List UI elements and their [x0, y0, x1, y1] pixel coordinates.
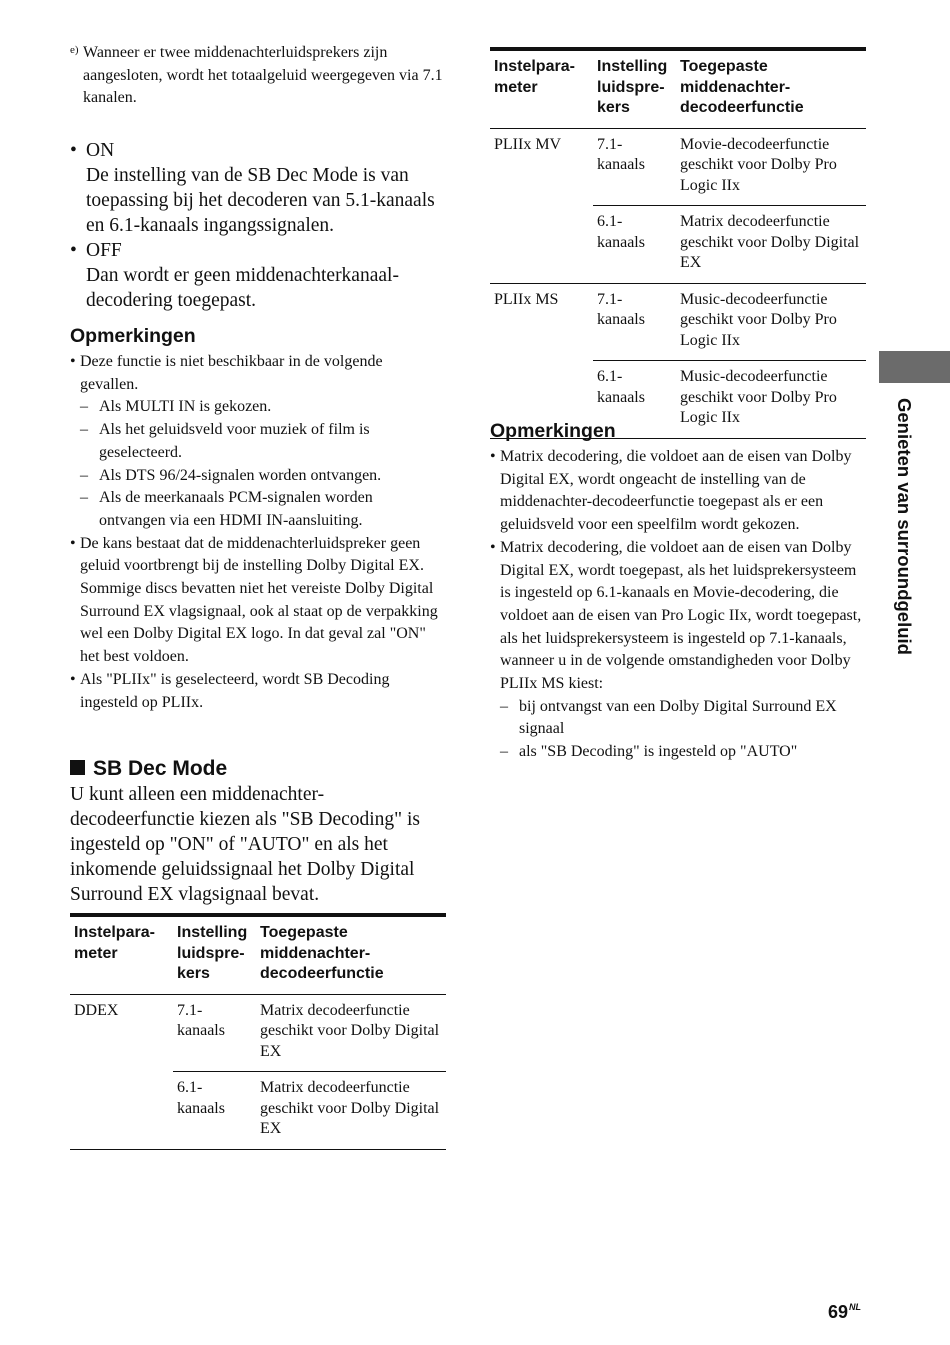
footnote-text: Wanneer er twee middenachterluidsprekers zijn aangesloten, wordt het totaalgeluid weergegeven via 7.1 kanalen.	[83, 44, 443, 106]
section-body: U kunt alleen een middenachter-decodeerfunctie kiezen als "SB Decoding" is ingesteld op "ON" of "AUTO" en als het inkomende geluidssignaal het Dolby Digital Surround EX vlagsignaal bevat.	[70, 784, 421, 905]
note-sub-item: – als "SB Decoding" is ingesteld op "AUTO"	[490, 741, 866, 764]
note-sub-item: – Als DTS 96/24-signalen worden ontvangen.	[70, 465, 442, 488]
table-cell-speakers: 6.1- kanaals	[173, 1072, 256, 1150]
note-sub-item: – Als de meerkanaals PCM-signalen worden ontvangen via een HDMI IN-aansluiting.	[70, 487, 442, 532]
side-tab-label: Genieten van surroundgeluid	[894, 398, 915, 655]
section-title: SB Dec Mode	[93, 757, 228, 780]
table-cell-function: Matrix decodeerfunctie geschikt voor Dolby Digital EX	[676, 206, 866, 284]
sb-dec-mode-table	[70, 913, 446, 1150]
table-row	[490, 128, 866, 206]
table-cell-function: Movie-decodeerfunctie geschikt voor Dolby Pro Logic IIx	[676, 128, 866, 206]
page-number-value: 69	[828, 1302, 849, 1322]
page-number-suffix: NL	[849, 1302, 862, 1312]
note-item: • Deze functie is niet beschikbaar in de volgende gevallen.	[70, 351, 442, 396]
table-row	[70, 994, 446, 1072]
note-sub-item: – bij ontvangst van een Dolby Digital Surround EX signaal	[490, 696, 866, 741]
table-header-cell: Instelling luidspre- kers	[173, 915, 256, 994]
notes-list	[70, 351, 442, 714]
option-on-label: • ON	[70, 138, 446, 163]
table-cell-speakers: 7.1- kanaals	[593, 283, 676, 361]
table-header-cell: Toegepaste middenachter- decodeerfunctie	[256, 915, 446, 994]
table-cell-function: Music-decodeerfunctie geschikt voor Dolby Pro Logic IIx	[676, 361, 866, 439]
table-cell-function: Matrix decodeerfunctie geschikt voor Dolby Digital EX	[256, 994, 446, 1072]
table-cell-function: Music-decodeerfunctie geschikt voor Dolby Pro Logic IIx	[676, 283, 866, 361]
table-row	[490, 283, 866, 361]
option-list	[70, 138, 446, 313]
notes-heading: Opmerkingen	[490, 420, 616, 442]
table-cell-function: Matrix decodeerfunctie geschikt voor Dolby Digital EX	[256, 1072, 446, 1150]
section-heading	[70, 757, 227, 781]
table-header-cell: Instelling luidspre- kers	[593, 49, 676, 128]
note-sub-item: – Als MULTI IN is gekozen.	[70, 396, 442, 419]
note-item: • Matrix decodering, die voldoet aan de eisen van Dolby Digital EX, wordt ongeacht de instelling van de middenachter-decodeerfunctie toegepast als er een geluidsveld voor een speelfilm wordt gekozen.	[490, 446, 866, 537]
option-off-desc: Dan wordt er geen middenachterkanaal-decodering toegepast.	[86, 265, 399, 311]
footnote	[70, 42, 446, 110]
option-off-label: • OFF	[70, 238, 446, 263]
option-on-desc: De instelling van de SB Dec Mode is van toepassing bij het decoderen van 5.1-kanaals en 6.1-kanaals ingangssignalen.	[86, 165, 435, 236]
table-cell-param: PLIIx MS	[494, 290, 559, 308]
note-item: • Als "PLIIx" is geselecteerd, wordt SB Decoding ingesteld op PLIIx.	[70, 669, 442, 714]
side-tab-marker	[879, 351, 950, 383]
table-cell-param	[70, 1072, 173, 1150]
table-cell-speakers: 6.1- kanaals	[593, 361, 676, 439]
table-header-cell: Instelpara- meter	[490, 49, 593, 128]
table-header-cell: Toegepaste middenachter- decodeerfunctie	[676, 49, 866, 128]
note-item: • Matrix decodering, die voldoet aan de eisen van Dolby Digital EX, wordt toegepast, als het luidsprekersysteem is ingesteld op 6.1-kanaals en Movie-decodering, die voldoet aan de eisen van Pro Logic IIx, wordt toegepast, als het luidsprekersysteem is ingesteld op 7.1-kanaals, wanneer u in de volgende omstandigheden voor Dolby PLIIx MS kiest:	[490, 537, 866, 696]
table-header-cell: Instelpara- meter	[70, 915, 173, 994]
table-cell-speakers: 6.1- kanaals	[593, 206, 676, 284]
note-sub-item: – Als het geluidsveld voor muziek of film is geselecteerd.	[70, 419, 442, 464]
notes-heading: Opmerkingen	[70, 325, 196, 347]
table-row	[490, 206, 866, 284]
table-cell-speakers: 7.1- kanaals	[593, 128, 676, 206]
table-cell-param	[490, 206, 593, 284]
table-cell-param: DDEX	[74, 1001, 119, 1019]
decoder-table	[490, 47, 866, 439]
table-cell-speakers: 7.1- kanaals	[173, 994, 256, 1072]
square-bullet-icon	[70, 760, 85, 775]
footnote-mark: e)	[70, 44, 79, 56]
page-number	[828, 1302, 861, 1323]
note-item: • De kans bestaat dat de middenachterluidspreker geen geluid voortbrengt bij de instelling Dolby Digital EX. Sommige discs bevatten niet het vereiste Dolby Digital Surround EX vlagsignaal, ook al staat op de verpakking wel een Dolby Digital EX logo. In dat geval zal "ON" het best voldoen.	[70, 533, 442, 669]
notes-list	[490, 446, 866, 764]
table-cell-param: PLIIx MV	[494, 135, 562, 153]
table-row	[70, 1072, 446, 1150]
